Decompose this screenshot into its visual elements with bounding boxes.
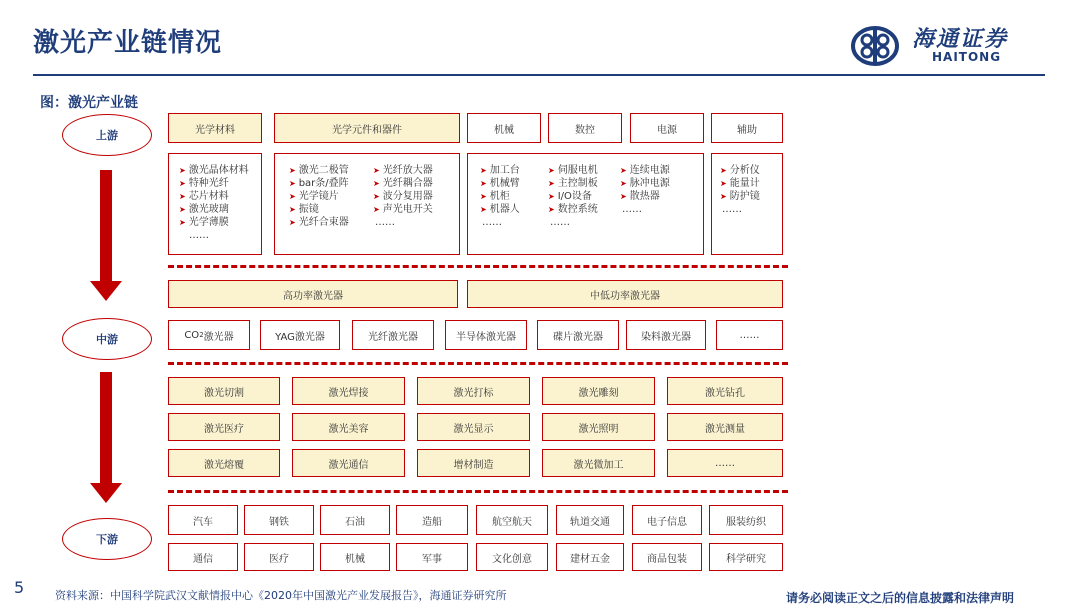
list-item: ➤ 声光电开关 — [373, 204, 433, 215]
logo-mark-icon — [850, 24, 900, 68]
section-divider — [168, 490, 788, 493]
components-list — [274, 153, 460, 255]
industry-item: 钢铁 — [244, 505, 314, 535]
source-note: 资料来源：中国科学院武汉文献情报中心《2020年中国激光产业发展报告》，海通证券研究所 — [55, 589, 507, 602]
upstream-category: 辅助 — [711, 113, 783, 143]
list-item: ➤ 主控制板 — [548, 178, 598, 189]
industry-item: 建材五金 — [556, 543, 624, 571]
industry-item: 汽车 — [168, 505, 238, 535]
list-item: ➤ 机柜 — [480, 191, 510, 202]
high-power-laser: 高功率激光器 — [168, 280, 458, 308]
list-item: ➤ 光纤耦合器 — [373, 178, 433, 189]
laser-type: 半导体激光器 — [445, 320, 527, 350]
industry-item: 服装纺织 — [709, 505, 783, 535]
industry-item: 航空航天 — [476, 505, 548, 535]
list-item: ➤ 特种光纤 — [179, 178, 229, 189]
list-item: ➤ 振镜 — [289, 204, 319, 215]
list-item: ➤ 激光二极管 — [289, 165, 349, 176]
list-item-more: …… — [622, 204, 642, 215]
list-item: ➤ 防护镜 — [720, 191, 760, 202]
list-item: ➤ 机械臂 — [480, 178, 520, 189]
application-item: 激光钻孔 — [667, 377, 783, 405]
figure-caption: 图：激光产业链 — [40, 95, 138, 111]
laser-type-co2: CO 2 激光器 — [168, 320, 250, 350]
application-item: …… — [667, 449, 783, 477]
industry-item: 医疗 — [244, 543, 314, 571]
list-item: ➤ 光学薄膜 — [179, 217, 229, 228]
stage-downstream — [62, 518, 152, 560]
list-item: ➤ 激光玻璃 — [179, 204, 229, 215]
industry-item: 商品包装 — [632, 543, 702, 571]
upstream-category: 机械 — [467, 113, 541, 143]
list-item: ➤ I/O设备 — [548, 191, 592, 202]
arrow-down-icon — [90, 281, 122, 301]
list-item: ➤ 散热器 — [620, 191, 660, 202]
application-item: 激光打标 — [417, 377, 530, 405]
industry-item: 石油 — [320, 505, 390, 535]
application-item: 激光照明 — [542, 413, 655, 441]
arrow-down-icon — [90, 483, 122, 503]
arrow-shaft-upper — [100, 170, 112, 282]
application-item: 激光通信 — [292, 449, 405, 477]
application-item: 激光测量 — [667, 413, 783, 441]
list-item: ➤ 分析仪 — [720, 165, 760, 176]
stage-upstream — [62, 114, 152, 156]
industry-item: 造船 — [396, 505, 468, 535]
list-item: ➤ 芯片材料 — [179, 191, 229, 202]
header-divider — [33, 74, 1045, 76]
list-item: ➤ 机器人 — [480, 204, 520, 215]
list-item: ➤ 光学镜片 — [289, 191, 339, 202]
list-item: ➤ 激光晶体材料 — [179, 165, 249, 176]
laser-type: YAG激光器 — [260, 320, 340, 350]
laser-type: 碟片激光器 — [537, 320, 619, 350]
industry-item: 电子信息 — [632, 505, 702, 535]
stage-upstream-label: 上游 — [96, 129, 118, 142]
list-item: ➤ 数控系统 — [548, 204, 598, 215]
list-item-more: …… — [375, 217, 395, 228]
legal-disclaimer: 请务必阅读正文之后的信息披露和法律声明 — [786, 591, 1015, 605]
list-item-more: …… — [189, 230, 209, 241]
industry-item: 机械 — [320, 543, 390, 571]
arrow-shaft-lower — [100, 372, 112, 484]
stage-midstream-label: 中游 — [96, 333, 118, 346]
list-item: ➤ 加工台 — [480, 165, 520, 176]
application-item: 激光微加工 — [542, 449, 655, 477]
laser-type: 光纤激光器 — [352, 320, 434, 350]
list-item-more: …… — [482, 217, 502, 228]
application-item: 激光雕刻 — [542, 377, 655, 405]
application-item: 激光焊接 — [292, 377, 405, 405]
haitong-logo — [850, 24, 900, 68]
list-item-more: …… — [550, 217, 570, 228]
list-item: ➤ 光纤放大器 — [373, 165, 433, 176]
page-title: 激光产业链情况 — [33, 28, 223, 58]
list-item: ➤ bar条/叠阵 — [289, 178, 349, 189]
laser-type: 染料激光器 — [626, 320, 706, 350]
list-item-more: …… — [722, 204, 742, 215]
list-item: ➤ 脉冲电源 — [620, 178, 670, 189]
industry-item: 军事 — [396, 543, 468, 571]
logo-english-text: HAITONG — [932, 50, 1002, 64]
industry-item: 科学研究 — [709, 543, 783, 571]
application-item: 激光熔覆 — [168, 449, 280, 477]
upstream-category: 数控 — [548, 113, 622, 143]
list-item: ➤ 伺服电机 — [548, 165, 598, 176]
section-divider — [168, 265, 788, 268]
upstream-category: 光学元件和器件 — [274, 113, 460, 143]
industry-item: 通信 — [168, 543, 238, 571]
application-item: 激光美容 — [292, 413, 405, 441]
materials-list — [168, 153, 262, 255]
industry-item: 文化创意 — [476, 543, 548, 571]
page-number: 5 — [14, 578, 25, 597]
industry-item: 轨道交通 — [556, 505, 624, 535]
low-mid-power-laser: 中低功率激光器 — [467, 280, 783, 308]
application-item: 增材制造 — [417, 449, 530, 477]
upstream-category: 光学材料 — [168, 113, 262, 143]
application-item: 激光医疗 — [168, 413, 280, 441]
application-item: 激光切割 — [168, 377, 280, 405]
stage-downstream-label: 下游 — [96, 533, 118, 546]
list-item: ➤ 光纤合束器 — [289, 217, 349, 228]
stage-midstream — [62, 318, 152, 360]
section-divider — [168, 362, 788, 365]
auxiliary-list — [711, 153, 783, 255]
list-item: ➤ 波分复用器 — [373, 191, 433, 202]
application-item: 激光显示 — [417, 413, 530, 441]
list-item: ➤ 连续电源 — [620, 165, 670, 176]
machinery-list — [467, 153, 704, 255]
logo-chinese-text: 海通证券 — [912, 26, 1009, 52]
list-item: ➤ 能量计 — [720, 178, 760, 189]
laser-type: …… — [716, 320, 783, 350]
upstream-category: 电源 — [630, 113, 704, 143]
